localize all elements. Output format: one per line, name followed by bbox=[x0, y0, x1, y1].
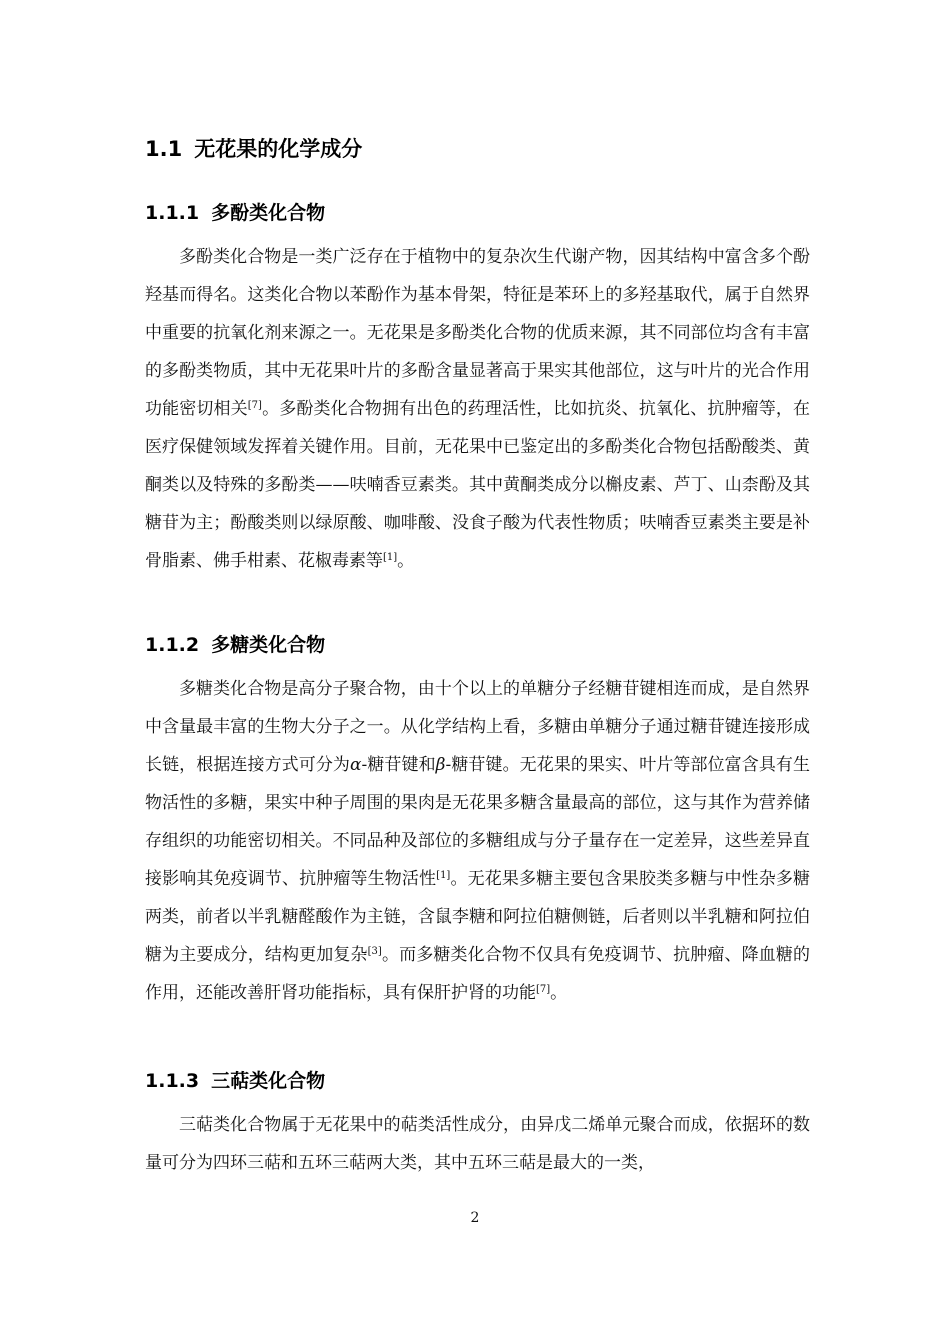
text-run: 。多酚类化合物拥有出色的药理活性，比如抗炎、抗氧化、抗肿瘤等，在医疗保健领域发挥着关键作用。目前，无花果中已鉴定出的多酚类化合物包括酚酸类、黄酮类以及特殊的多酚类——呋喃香豆素类。其中黄酮类成分以槲皮素、芦丁、山柰酚及其糖苷为主；酚酸类则以绿原酸、咖啡酸、没食子酸为代表性物质；呋喃香豆素类主要是补骨脂素、佛手柑素、花椒毒素等 bbox=[145, 399, 811, 571]
text-run: 。 bbox=[397, 551, 415, 571]
greek-beta: β bbox=[435, 755, 446, 775]
subsection-title: 多糖类化合物 bbox=[211, 634, 326, 656]
text-run: -糖苷键。无花果的果实、叶片等部位富含具有生物活性的多糖，果实中种子周围的果肉是无花果多糖含量最高的部位，这与其作为营养储存组织的功能密切相关。不同品种及部位的多糖组成与分子量存在一定差异，这些差异直接影响其免疫调节、抗肿瘤等生物活性 bbox=[145, 755, 811, 889]
citation: [7] bbox=[536, 984, 551, 995]
subsection-title: 多酚类化合物 bbox=[211, 202, 326, 224]
subsection-number: 1.1.1 bbox=[145, 202, 200, 224]
paragraph-polyphenols bbox=[145, 238, 810, 580]
citation: [1] bbox=[436, 870, 451, 881]
text-run: -糖苷键和 bbox=[361, 755, 436, 775]
document-page bbox=[145, 0, 810, 1344]
text-run: 三萜类化合物属于无花果中的萜类活性成分，由异戊二烯单元聚合而成，依据环的数量可分为四环三萜和五环三萜两大类，其中五环三萜是最大的一类， bbox=[145, 1115, 810, 1173]
subsection-number: 1.1.2 bbox=[145, 634, 200, 656]
text-run: 多糖类化合物是高分子聚合物，由十个以上的单糖分子经糖苷键相连而成，是自然界中含量最丰富的生物大分子之一。从化学结构上看，多糖由单糖分子通过糖苷键连接形成长链，根据连接方式可分为 bbox=[145, 679, 810, 775]
section-heading bbox=[145, 131, 362, 167]
text-run: 。 bbox=[550, 983, 568, 1003]
subsection-number: 1.1.3 bbox=[145, 1070, 200, 1092]
subsection-heading-polyphenols bbox=[145, 197, 325, 229]
section-title: 无花果的化学成分 bbox=[194, 137, 363, 161]
citation: [1] bbox=[383, 552, 398, 563]
paragraph-triterpenoids bbox=[145, 1106, 810, 1182]
greek-alpha: α bbox=[350, 755, 362, 775]
subsection-heading-polysaccharides bbox=[145, 629, 325, 661]
subsection-heading-triterpenoids bbox=[145, 1065, 325, 1097]
text-run: 。无花果多糖主要包含果胶类多糖与中性杂多糖两类，前者以半乳糖醛酸作为主链，含鼠李糖和阿拉伯糖侧链，后者则以半乳糖和阿拉伯糖为主要成分，结构更加复杂 bbox=[145, 869, 811, 965]
paragraph-polysaccharides bbox=[145, 670, 810, 1012]
citation: [7] bbox=[247, 400, 262, 411]
section-number: 1.1 bbox=[145, 137, 183, 161]
citation: [3] bbox=[367, 946, 382, 957]
text-run: 。而多糖类化合物不仅具有免疫调节、抗肿瘤、降血糖的作用，还能改善肝肾功能指标，具有保肝护肾的功能 bbox=[145, 945, 811, 1003]
subsection-title: 三萜类化合物 bbox=[211, 1070, 326, 1092]
text-run: 多酚类化合物是一类广泛存在于植物中的复杂次生代谢产物，因其结构中富含多个酚羟基而得名。这类化合物以苯酚作为基本骨架，特征是苯环上的多羟基取代，属于自然界中重要的抗氧化剂来源之一。无花果是多酚类化合物的优质来源，其不同部位均含有丰富的多酚类物质，其中无花果叶片的多酚含量显著高于果实其他部位，这与叶片的光合作用功能密切相关 bbox=[145, 247, 810, 419]
page-number: 2 bbox=[470, 1210, 480, 1226]
